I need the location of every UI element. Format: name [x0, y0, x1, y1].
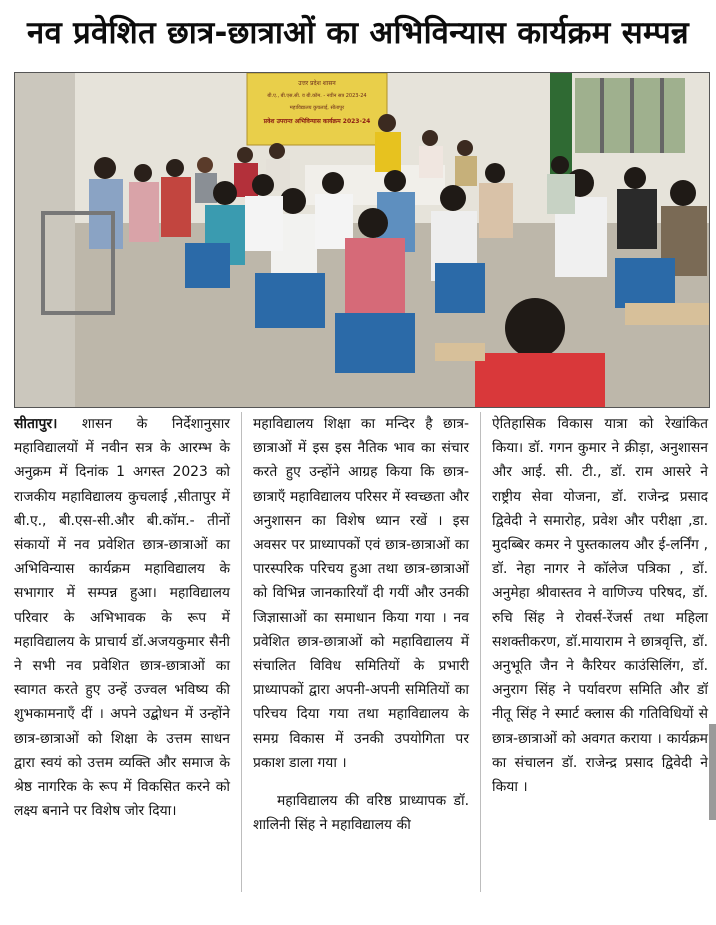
column-2-paragraph-2: महाविद्यालय की वरिष्ठ प्राध्यापक डॉ. शालिनी सिंह ने महाविद्यालय की: [253, 793, 469, 834]
dateline: सीतापुर।: [14, 416, 58, 432]
page-edge-marker: [709, 724, 716, 820]
column-1-text: शासन के निर्देशानुसार महाविद्यालयों में नवीन सत्र के आरम्भ के अनुक्रम में दिनांक 1 अगस्त 2023 को राजकीय महाविद्यालय कुचलाई ,सीतापुर में बी.ए., बी.एस-सी.और बी.कॉम.- तीनों संकायों में नव प्रवेशित छात्र-छात्राओं का अभिविन्यास कार्यक्रम महाविद्यालय के सभागार में सम्पन्न हुआ। महाविद्यालय परिवार के अभिभावक के रूप में महाविद्यालय के प्राचार्य डॉ.अजयकुमार सैनी ने सभी नव प्रवेशित छात्र-छात्राओं का स्वागत करते हुए उन्हें उज्वल भविष्य की शुभकामनाएँ दीं । अपने उद्बोधन में उन्होंने छात्र-छात्राओं को शिक्षा के उत्तम साधन द्वारा स्वयं को उत्तम व्यक्ति और समाज के श्रेष्ठ नागरिक के रूप में विकसित करने को लक्ष्य बनाने पर विशेष जोर दिया।: [14, 416, 230, 820]
column-divider: [241, 412, 242, 892]
news-photo: [14, 72, 710, 408]
banner-line-3: महाविद्यालय कुचलाई, सीतापुर: [289, 105, 345, 111]
article-column-1: [14, 412, 230, 823]
classroom-photo-illustration: [15, 73, 709, 407]
column-2-text: महाविद्यालय शिक्षा का मन्दिर है छात्र-छात्राओं में इस इस नैतिक भाव का संचार करते हुए उन्होंने आग्रह किया कि छात्र-छात्राएँ महाविद्यालय परिसर में स्वच्छता और अनुशासन का विशेष ध्यान रखें । इस अवसर पर प्राध्यापकों एवं छात्र-छात्राओं का पारस्परिक परिचय हुआ तथा छात्र-छात्राओं को विभिन्न जानकारियाँ दी गयीं और उनकी जिज्ञासाओं का समाधान किया गया । नव प्रवेशित छात्र-छात्राओं को महाविद्यालय में संचालित विविध समितियों के प्रभारी प्राध्यापकों द्वारा अपनी-अपनी समितियों का परिचय दिया गया तथा महाविद्यालय के समग्र विकास में उनकी उपयोगिता पर प्रकाश डाला गया ।: [253, 416, 469, 771]
column-3-text: ऐतिहासिक विकास यात्रा को रेखांकित किया। डॉ. गगन कुमार ने क्रीड़ा, अनुशासन और आई. सी. टी., डॉ. राम आसरे ने राष्ट्रीय सेवा योजना, डॉ. राजेन्द्र प्रसाद द्विवेदी ने समारोह, प्रवेश और परीक्षा ,डा. मुदब्बिर कमर ने पुस्तकालय और ई-लर्निंग , डॉ. नेहा नागर ने कॉलेज पत्रिका , डॉ. अनुमेहा श्रीवास्तव ने वाणिज्य परिषद, डॉ. रुचि सिंह ने रोवर्स-रेंजर्स तथा महिला सशक्तीकरण, डॉ.मायाराम ने छात्रवृत्ति, डॉ. अनुभूति जैन ने कैरियर काउंसिलिंग, डॉ. अनुराग सिंह ने पर्यावरण समिति और डॉ नीतू सिंह ने स्मार्ट क्लास की गतिविधियों से छात्र-छात्राओं को अवगत कराया । कार्यक्रम का संचालन डॉ. राजेन्द्र प्रसाद द्विवेदी ने किया ।: [492, 416, 708, 796]
banner-line-1: उत्तर प्रदेश शासन: [298, 80, 336, 87]
article-column-3: [492, 412, 708, 799]
article-column-2: [253, 412, 469, 837]
article-headline: नव प्रवेशित छात्र-छात्राओं का अभिविन्यास कार्यक्रम सम्पन्न: [26, 15, 690, 51]
banner-line-2: बी.ए., बी.एस.सी. व बी.कॉम. - नवीन सत्र 2023-24: [267, 93, 367, 99]
banner-line-4: प्रवेश उपरान्त अभिविन्यास कार्यक्रम 2023-24: [263, 118, 371, 125]
column-divider: [480, 412, 481, 892]
